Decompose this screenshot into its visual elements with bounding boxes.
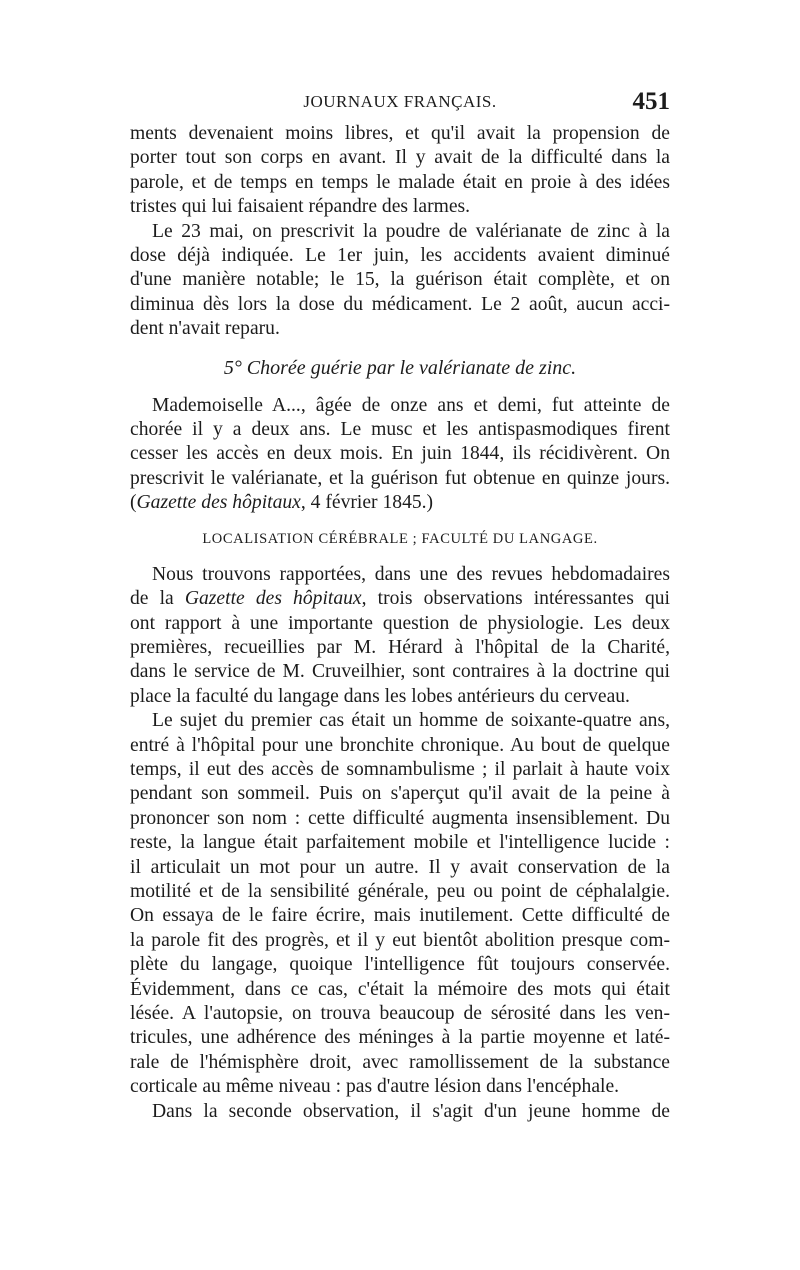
text-line: dent n'avait reparu. xyxy=(130,318,280,340)
section-title: 5° Chorée guérie par le valérianate de zinc. xyxy=(223,356,577,379)
paragraph-prescription xyxy=(130,220,670,342)
text-line: motilité et de la sensibilité générale, peu ou point de céphalalgie. xyxy=(130,880,670,902)
text-line: Le sujet du premier cas était un homme de soixante-quatre ans, xyxy=(152,710,670,732)
text-line: il articulait un mot pour un autre. Il y avait conservation de la xyxy=(130,856,670,878)
text-line: porter tout son corps en avant. Il y avait de la difficulté dans la xyxy=(130,147,670,169)
text-line: lésée. A l'autopsie, on trouva beaucoup de sérosité dans les ven- xyxy=(130,1003,670,1024)
text-line: corticale au même niveau : pas d'autre lésion dans l'encéphale. xyxy=(130,1076,620,1098)
text-line: cesser les accès en deux mois. En juin 1844, ils récidivèrent. On xyxy=(130,443,670,465)
page-header xyxy=(130,88,670,122)
text-line: la parole fit des progrès, et il y eut bientôt abolition presque com- xyxy=(130,929,670,951)
paragraph-choree xyxy=(130,394,670,516)
page-number: 451 xyxy=(632,88,670,115)
paragraph-first-case xyxy=(130,709,670,1100)
text-line: ont rapport à une importante question de physiologie. Les deux xyxy=(130,612,670,634)
text-fragment: , trois observations intéressantes qui xyxy=(361,588,670,610)
text-line: Dans la seconde observation, il s'agit d'un jeune homme de xyxy=(152,1100,670,1122)
text-line: plète du langage, quoique l'intelligence fût toujours conservée. xyxy=(130,954,670,976)
section-subheading: LOCALISATION CÉRÉBRALE ; FACULTÉ DU LANGAGE. xyxy=(202,530,598,547)
text-line: tristes qui lui faisaient répandre des larmes. xyxy=(130,196,471,218)
text-line: entré à l'hôpital pour une bronchite chronique. Au bout de quelque xyxy=(130,734,670,756)
text-line: Mademoiselle A..., âgée de onze ans et demi, fut atteinte de xyxy=(152,394,670,416)
text-line: premières, recueillies par M. Hérard à l'hôpital de la Charité, xyxy=(130,636,670,658)
citation-open: ( xyxy=(130,492,137,514)
citation-journal: Gazette des hôpitaux xyxy=(136,492,301,514)
text-line: On essaya de le faire écrire, mais inutilement. Cette difficulté de xyxy=(130,905,670,927)
paragraph-second-case xyxy=(130,1100,670,1124)
text-line: tricules, une adhérence des méninges à la partie moyenne et laté- xyxy=(130,1027,670,1049)
text-line: dose déjà indiquée. Le 1er juin, les accidents avaient diminué xyxy=(130,245,670,267)
text-line: Évidemment, dans ce cas, c'était la mémoire des mots qui était xyxy=(130,978,670,1000)
paragraph-intro xyxy=(130,563,670,709)
journal-title: Gazette des hôpitaux xyxy=(184,588,362,610)
text-line: place la faculté du langage dans les lobes antérieurs du cerveau. xyxy=(130,685,630,707)
running-title: JOURNAUX FRANÇAIS. xyxy=(303,92,497,111)
text-line: prescrivit le valérianate, et la guérison fut obtenue en quinze jours. xyxy=(130,467,670,489)
text-line: parole, et de temps en temps le malade était en proie à des idées xyxy=(130,171,670,193)
text-fragment: de la xyxy=(130,588,185,610)
citation-line xyxy=(130,491,670,515)
text-line xyxy=(130,587,670,611)
text-line: chorée il y a deux ans. Le musc et les antispasmodiques firent xyxy=(130,419,670,441)
page-body xyxy=(130,122,670,1124)
text-line: rale de l'hémisphère droit, avec ramollissement de la substance xyxy=(130,1051,670,1073)
text-line: pendant son sommeil. Puis on s'aperçut qu'il avait de la peine à xyxy=(130,783,670,805)
text-line: d'une manière notable; le 15, la guérison était complète, et on xyxy=(130,269,670,291)
text-line: ments devenaient moins libres, et qu'il avait la propension de xyxy=(130,123,670,144)
paragraph-continuation xyxy=(130,122,670,220)
text-line: temps, il eut des accès de somnambulisme ; il parlait à haute voix xyxy=(130,758,670,780)
text-line: Le 23 mai, on prescrivit la poudre de valérianate de zinc à la xyxy=(152,220,670,242)
text-line: reste, la langue était parfaitement mobile et l'intelligence lucide : xyxy=(130,832,670,854)
citation-rest: , 4 février 1845.) xyxy=(300,492,434,514)
text-line: prononcer son nom : cette difficulté augmenta insensiblement. Du xyxy=(130,807,670,829)
text-line: diminua dès lors la dose du médicament. Le 2 août, aucun acci- xyxy=(130,293,670,315)
text-line: Nous trouvons rapportées, dans une des revues hebdomadaires xyxy=(152,563,670,585)
text-line: dans le service de M. Cruveilhier, sont contraires à la doctrine qui xyxy=(130,661,670,683)
